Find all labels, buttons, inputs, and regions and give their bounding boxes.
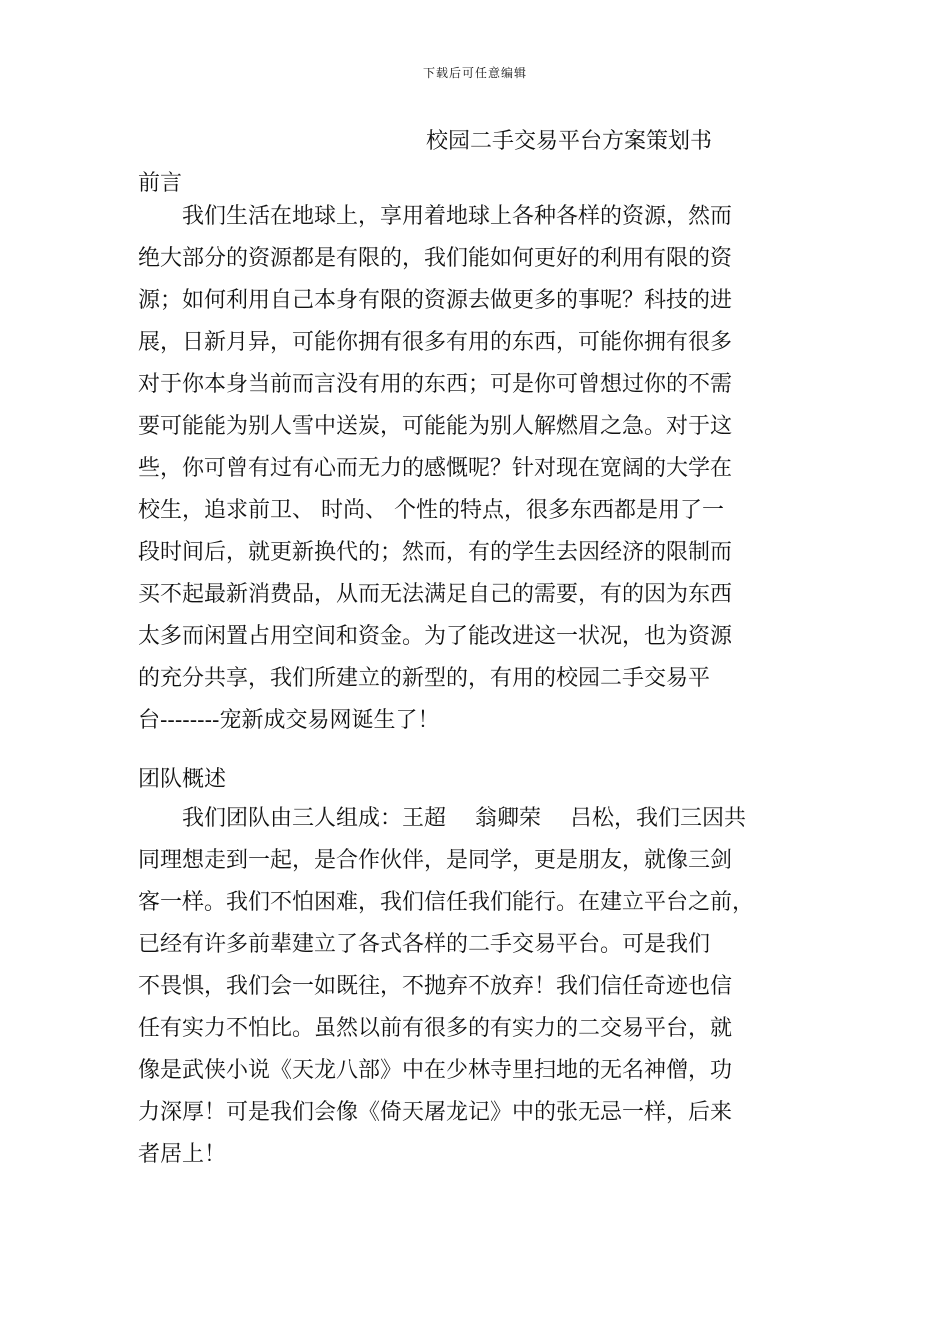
team-line: 任有实力不怕比。虽然以前有很多的有实力的二交易平台，就 (138, 1016, 733, 1041)
preface-line: 台--------宠新成交易网诞生了！ (138, 708, 440, 733)
team-line: 同理想走到一起，是合作伙伴，是同学，更是朋友，就像三剑 (138, 848, 733, 873)
team-line: 客一样。我们不怕困难，我们信任我们能行。在建立平台之前， (138, 890, 755, 915)
document-title: 校园二手交易平台方案策划书 (426, 129, 713, 154)
preface-line: 的充分共享，我们所建立的新型的，有用的校园二手交易平 (138, 666, 711, 691)
team-line: 已经有许多前辈建立了各式各样的二手交易平台。可是我们 (138, 932, 711, 957)
page-header-note: 下载后可任意编辑 (422, 66, 527, 80)
preface-line: 校生，追求前卫、 时尚、 个性的特点，很多东西都是用了一 (138, 498, 724, 523)
preface-line: 买不起最新消费品，从而无法满足自己的需要，有的因为东西 (138, 582, 733, 607)
team-line: 力深厚！可是我们会像《倚天屠龙记》中的张无忌一样，后来 (138, 1100, 733, 1125)
preface-line: 要可能能为别人雪中送炭，可能能为别人解燃眉之急。对于这 (138, 414, 733, 439)
preface-line: 段时间后，就更新换代的；然而，有的学生去因经济的限制而 (138, 540, 733, 565)
team-line: 者居上！ (138, 1142, 227, 1167)
section-heading-preface: 前言 (138, 171, 183, 196)
preface-line: 展，日新月异，可能你拥有很多有用的东西，可能你拥有很多 (138, 330, 733, 355)
section-heading-team: 团队概述 (138, 767, 227, 792)
preface-line: 太多而闲置占用空间和资金。为了能改进这一状况，也为资源 (138, 624, 733, 649)
preface-line: 源；如何利用自己本身有限的资源去做更多的事呢？科技的进 (138, 288, 733, 313)
preface-line: 绝大部分的资源都是有限的，我们能如何更好的利用有限的资 (138, 246, 733, 271)
preface-line: 我们生活在地球上，享用着地球上各种各样的资源，然而 (138, 204, 733, 229)
preface-line: 些，你可曾有过有心而无力的感慨呢？针对现在宽阔的大学在 (138, 456, 733, 481)
team-line: 我们团队由三人组成：王超 翁卿荣 吕松，我们三因共 (138, 806, 746, 831)
team-line: 像是武侠小说《天龙八部》中在少林寺里扫地的无名神僧，功 (138, 1058, 733, 1083)
preface-line: 对于你本身当前而言没有用的东西；可是你可曾想过你的不需 (138, 372, 733, 397)
team-line: 不畏惧，我们会一如既往，不抛弃不放弃！我们信任奇迹也信 (138, 974, 733, 999)
